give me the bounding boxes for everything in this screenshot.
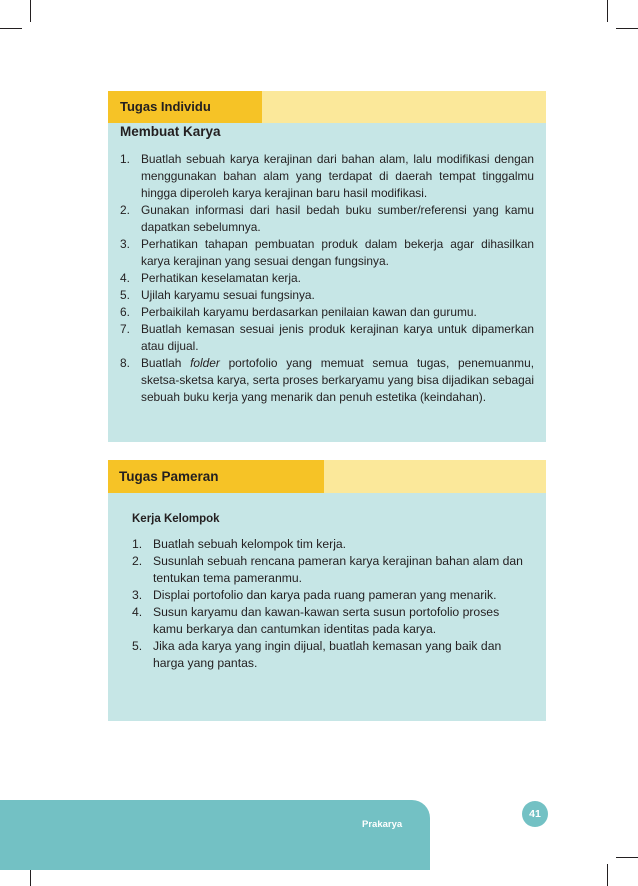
item-text: Displai portofolio dan karya pada ruang pameran yang menarik. xyxy=(153,588,497,602)
item-text: Perhatikan keselamatan kerja. xyxy=(141,271,301,285)
list-item xyxy=(132,553,532,587)
item-text: Buatlah kemasan sesuai jenis produk kerajinan karya untuk dipamerkan atau dijual. xyxy=(141,322,534,353)
item-text-start: Buatlah xyxy=(141,356,191,370)
exhibition-task-header xyxy=(108,460,546,493)
exhibition-task-tab-label: Tugas Pameran xyxy=(108,460,324,493)
item-text: Susunlah sebuah rencana pameran karya kerajinan bahan alam dan tentukan tema pameranmu. xyxy=(153,554,523,585)
header-accent-bar xyxy=(324,460,546,493)
list-item xyxy=(120,202,534,236)
list-item xyxy=(120,151,534,202)
item-text: Gunakan informasi dari hasil bedah buku sumber/referensi yang kamu dapatkan sebelumnya. xyxy=(141,203,534,234)
individual-task-list xyxy=(120,151,534,406)
exhibition-task-subtitle: Kerja Kelompok xyxy=(132,513,220,525)
exhibition-task-list xyxy=(132,536,532,672)
individual-task-panel xyxy=(108,91,546,442)
footer-subject: Prakarya xyxy=(362,819,403,830)
item-text: Susun karyamu dan kawan-kawan serta susun portofolio proses kamu berkarya dan cantumkan identitas pada karya. xyxy=(153,605,500,636)
crop-mark xyxy=(616,28,638,29)
list-item xyxy=(120,304,534,321)
item-number: 3. xyxy=(132,588,143,602)
list-item xyxy=(120,287,534,304)
item-text-end: portofolio yang memuat semua tugas, penemuanmu, sketsa-sketsa karya, serta proses berkaryamu yang bisa dijadikan sebagai sebuah buku kerja yang menarik dan penuh estetika (keindahan). xyxy=(141,356,534,404)
list-item xyxy=(120,270,534,287)
crop-mark xyxy=(607,0,608,22)
item-number: 2. xyxy=(132,554,143,568)
item-number: 4. xyxy=(120,271,130,285)
list-item xyxy=(132,638,532,672)
item-text: Perhatikan tahapan pembuatan produk dalam bekerja agar dihasilkan karya kerajinan yang sesuai dengan fungsinya. xyxy=(141,237,534,268)
list-item xyxy=(132,587,532,604)
item-text: Buatlah sebuah karya kerajinan dari bahan alam, lalu modifikasi dengan menggunakan bahan alam yang terdapat di daerah tempat tinggalmu hingga diperoleh karya kerajinan baru hasil modifikasi. xyxy=(141,152,534,200)
exhibition-task-panel xyxy=(108,460,546,721)
list-item xyxy=(120,355,534,406)
individual-task-tab-label: Tugas Individu xyxy=(108,91,262,123)
item-number: 1. xyxy=(120,152,130,166)
item-number: 5. xyxy=(120,288,130,302)
crop-mark xyxy=(616,857,638,858)
individual-task-title: Membuat Karya xyxy=(120,124,221,139)
item-text-italic: folder xyxy=(190,356,220,370)
item-text: Buatlah sebuah kelompok tim kerja. xyxy=(153,537,347,551)
individual-task-header xyxy=(108,91,546,123)
item-text: Jika ada karya yang ingin dijual, buatlah kemasan yang baik dan harga yang pantas. xyxy=(153,639,502,670)
item-number: 7. xyxy=(120,322,130,336)
list-item xyxy=(120,236,534,270)
item-number: 5. xyxy=(132,639,143,653)
crop-mark xyxy=(607,864,608,886)
list-item xyxy=(132,536,532,553)
list-item xyxy=(120,321,534,355)
crop-mark xyxy=(30,0,31,22)
header-accent-bar xyxy=(262,91,546,123)
item-number: 2. xyxy=(120,203,130,217)
item-number: 4. xyxy=(132,605,143,619)
item-number: 1. xyxy=(132,537,143,551)
item-number: 8. xyxy=(120,356,130,370)
item-number: 3. xyxy=(120,237,130,251)
item-text: Perbaikilah karyamu berdasarkan penilaian kawan dan gurumu. xyxy=(141,305,477,319)
list-item xyxy=(132,604,532,638)
crop-mark xyxy=(0,28,22,29)
item-number: 6. xyxy=(120,305,130,319)
item-text: Ujilah karyamu sesuai fungsinya. xyxy=(141,288,315,302)
page-number-badge: 41 xyxy=(522,801,548,827)
footer-bar xyxy=(0,800,430,870)
